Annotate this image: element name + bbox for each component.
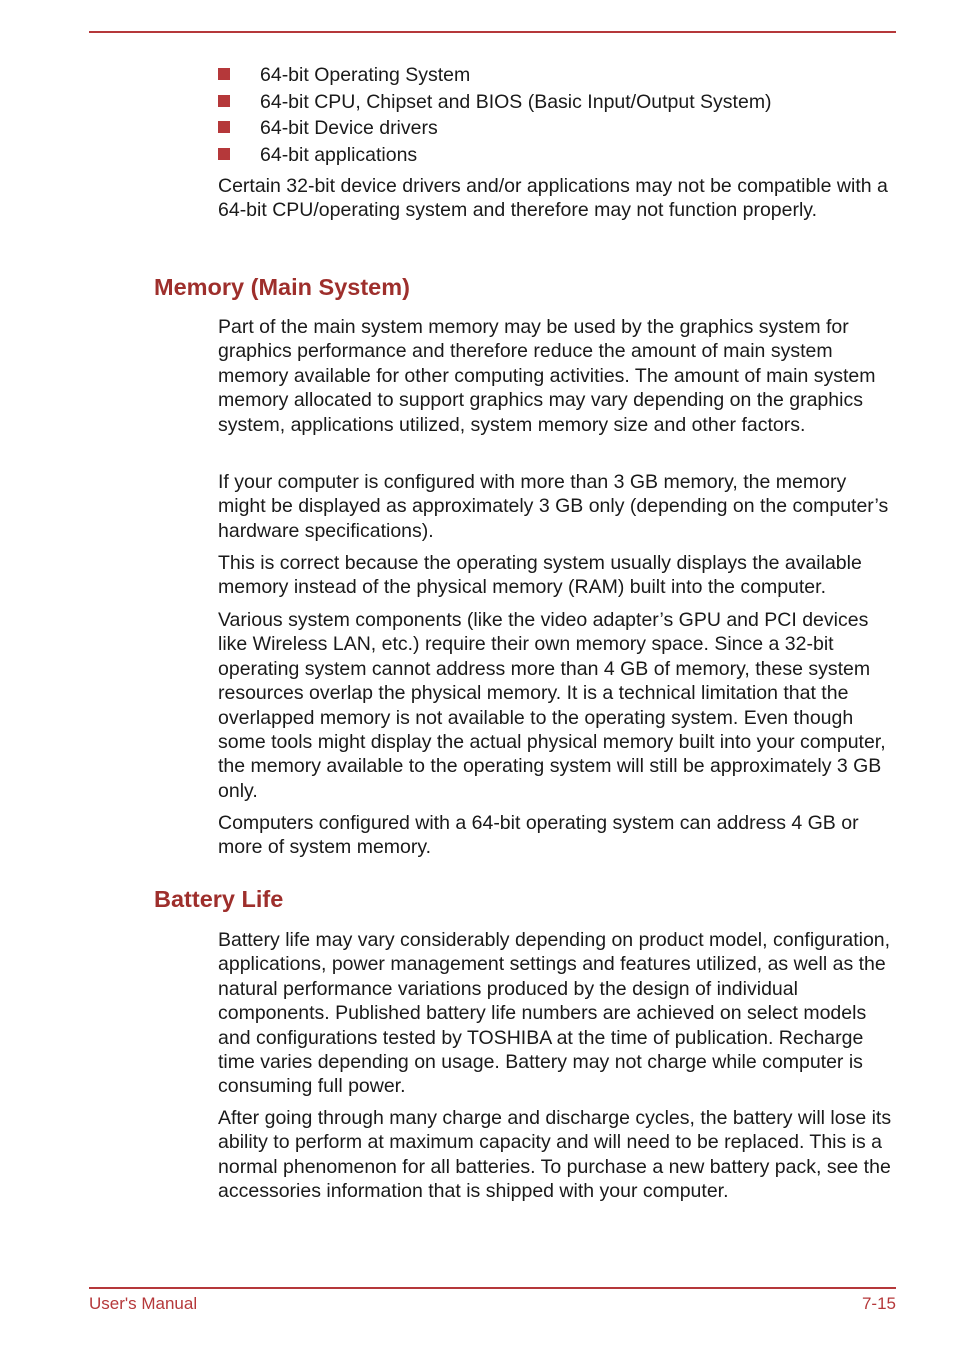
battery-paragraph-2: After going through many charge and discharge cycles, the battery will lose its ability to perform at maximum capacity and will need to be replaced. This is a normal phenomenon for all batteries. To purchase a new battery pack, see the accessories information that is shipped with your computer. bbox=[218, 1107, 892, 1203]
bullet-square-icon bbox=[218, 95, 230, 107]
bullet-square-icon bbox=[218, 148, 230, 160]
list-item-text: 64-bit CPU, Chipset and BIOS (Basic Input/Output System) bbox=[260, 90, 772, 113]
bullet-square-icon bbox=[218, 68, 230, 80]
memory-paragraph-5: Computers configured with a 64-bit operating system can address 4 GB or more of system memory. bbox=[218, 812, 859, 859]
footer-rule bbox=[89, 1287, 896, 1289]
list-item bbox=[218, 62, 772, 89]
requirements-list bbox=[218, 62, 772, 168]
battery-heading: Battery Life bbox=[154, 886, 284, 912]
memory-paragraph-3: This is correct because the operating system usually displays the available memory instead of the physical memory (RAM) built into the computer. bbox=[218, 552, 862, 599]
compatibility-note: Certain 32-bit device drivers and/or applications may not be compatible with a 64-bit CPU/operating system and therefore may not function properly. bbox=[218, 175, 888, 222]
memory-paragraph-1: Part of the main system memory may be used by the graphics system for graphics performance and therefore reduce the amount of main system memory available for other computing activities. The amount of main system memory allocated to support graphics may vary depending on the graphics system, applications utilized, system memory size and other factors. bbox=[218, 316, 876, 436]
list-item bbox=[218, 89, 772, 116]
battery-paragraph-1: Battery life may vary considerably depending on product model, configuration, applications, power management settings and features utilized, as well as the natural performance variations produced by the design of individual components. Published battery life numbers are achieved on select models and configurations tested by TOSHIBA at the time of publication. Recharge time varies depending on usage. Battery may not charge while computer is consuming full power. bbox=[218, 929, 891, 1098]
memory-paragraph-2: If your computer is configured with more than 3 GB memory, the memory might be displayed as approximately 3 GB only (depending on the computer’s hardware specifications). bbox=[218, 471, 889, 542]
list-item bbox=[218, 115, 772, 142]
footer-manual-title: User's Manual bbox=[89, 1294, 198, 1313]
bullet-square-icon bbox=[218, 121, 230, 133]
header-rule bbox=[89, 31, 896, 33]
list-item-text: 64-bit Device drivers bbox=[260, 117, 438, 140]
list-item bbox=[218, 142, 772, 169]
memory-paragraph-4: Various system components (like the video adapter’s GPU and PCI devices like Wireless LAN, etc.) require their own memory space. Since a 32-bit operating system cannot address more than 4 GB of memory, these system resources overlap the physical memory. It is a technical limitation that the overlapped memory is not available to the operating system. Even though some tools might display the actual physical memory built into your computer, the memory available to the operating system will still be approximately 3 GB only. bbox=[218, 609, 886, 802]
list-item-text: 64-bit Operating System bbox=[260, 64, 471, 86]
list-item-text: 64-bit applications bbox=[260, 143, 418, 166]
memory-heading: Memory (Main System) bbox=[154, 274, 410, 300]
page-number: 7-15 bbox=[861, 1294, 896, 1313]
